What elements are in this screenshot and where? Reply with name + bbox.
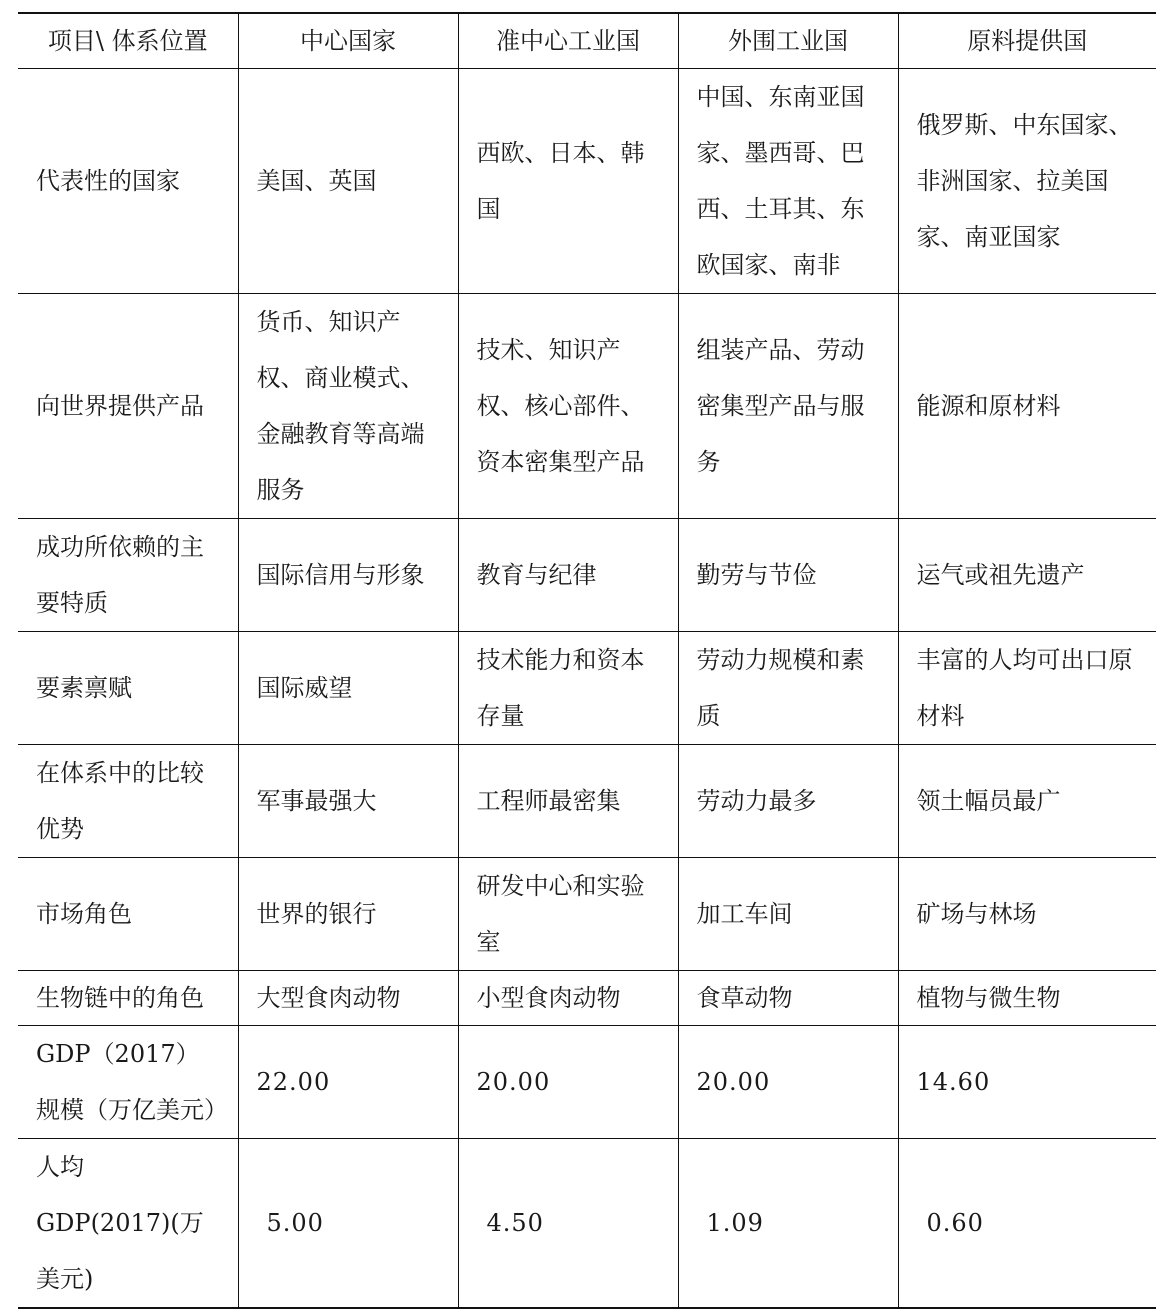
table-cell: 0.60 xyxy=(898,1139,1156,1309)
table-cell: 国际威望 xyxy=(238,632,458,745)
header-core-countries: 中心国家 xyxy=(238,13,458,69)
table-cell: 教育与纪律 xyxy=(458,519,678,632)
header-item-position: 项目\ 体系位置 xyxy=(47,27,208,55)
header-semi-core-industrial: 准中心工业国 xyxy=(458,13,678,69)
table-row xyxy=(18,69,1156,294)
table-row xyxy=(18,632,1156,745)
row-label: 要素禀赋 xyxy=(36,674,132,702)
table-row xyxy=(18,745,1156,858)
table-cell: 4.50 xyxy=(458,1139,678,1309)
header-row xyxy=(18,13,1156,69)
row-label: 代表性的国家 xyxy=(36,167,180,195)
table-cell: 1.09 xyxy=(678,1139,898,1309)
table-row xyxy=(18,294,1156,519)
table-cell: 22.00 xyxy=(238,1026,458,1139)
table-cell: 俄罗斯、中东国家、非洲国家、拉美国家、南亚国家 xyxy=(898,69,1156,294)
table-cell: 运气或祖先遗产 xyxy=(898,519,1156,632)
table-row xyxy=(18,519,1156,632)
table-row xyxy=(18,1139,1156,1309)
table-cell: 国际信用与形象 xyxy=(238,519,458,632)
table-cell: 丰富的人均可出口原材料 xyxy=(898,632,1156,745)
table-cell: 能源和原材料 xyxy=(898,294,1156,519)
table-cell: 技术、知识产权、核心部件、资本密集型产品 xyxy=(458,294,678,519)
table-cell: 5.00 xyxy=(238,1139,458,1309)
header-peripheral-industrial: 外围工业国 xyxy=(678,13,898,69)
row-label: 成功所依赖的主要特质 xyxy=(36,533,204,617)
table-cell: 西欧、日本、韩国 xyxy=(458,69,678,294)
row-label: 人均 GDP(2017)(万美元) xyxy=(36,1153,204,1293)
table-cell: 组装产品、劳动密集型产品与服务 xyxy=(678,294,898,519)
table-cell: 小型食肉动物 xyxy=(458,971,678,1026)
table-cell: 货币、知识产权、商业模式、金融教育等高端服务 xyxy=(238,294,458,519)
table-cell: 劳动力最多 xyxy=(678,745,898,858)
table-cell: 矿场与林场 xyxy=(898,858,1156,971)
table-cell: 美国、英国 xyxy=(238,69,458,294)
table-row xyxy=(18,971,1156,1026)
table-cell: 20.00 xyxy=(678,1026,898,1139)
world-system-table xyxy=(18,12,1156,1309)
row-label: 生物链中的角色 xyxy=(36,984,204,1012)
table-row xyxy=(18,858,1156,971)
row-label: 向世界提供产品 xyxy=(36,392,204,420)
row-label: 在体系中的比较优势 xyxy=(36,759,204,843)
header-raw-material-suppliers: 原料提供国 xyxy=(898,13,1156,69)
table-cell: 14.60 xyxy=(898,1026,1156,1139)
table-cell: 食草动物 xyxy=(678,971,898,1026)
table-cell: 工程师最密集 xyxy=(458,745,678,858)
table-cell: 研发中心和实验室 xyxy=(458,858,678,971)
table-cell: 植物与微生物 xyxy=(898,971,1156,1026)
table-cell: 中国、东南亚国家、墨西哥、巴西、土耳其、东欧国家、南非 xyxy=(678,69,898,294)
table-cell: 劳动力规模和素质 xyxy=(678,632,898,745)
table-row xyxy=(18,1026,1156,1139)
table-cell: 大型食肉动物 xyxy=(238,971,458,1026)
table-cell: 领土幅员最广 xyxy=(898,745,1156,858)
table-cell: 勤劳与节俭 xyxy=(678,519,898,632)
row-label: GDP（2017）规模（万亿美元） xyxy=(36,1040,228,1124)
row-label: 市场角色 xyxy=(36,900,132,928)
table-cell: 军事最强大 xyxy=(238,745,458,858)
world-system-table-container xyxy=(18,12,1156,1309)
table-cell: 20.00 xyxy=(458,1026,678,1139)
table-cell: 技术能力和资本存量 xyxy=(458,632,678,745)
table-cell: 加工车间 xyxy=(678,858,898,971)
table-cell: 世界的银行 xyxy=(238,858,458,971)
